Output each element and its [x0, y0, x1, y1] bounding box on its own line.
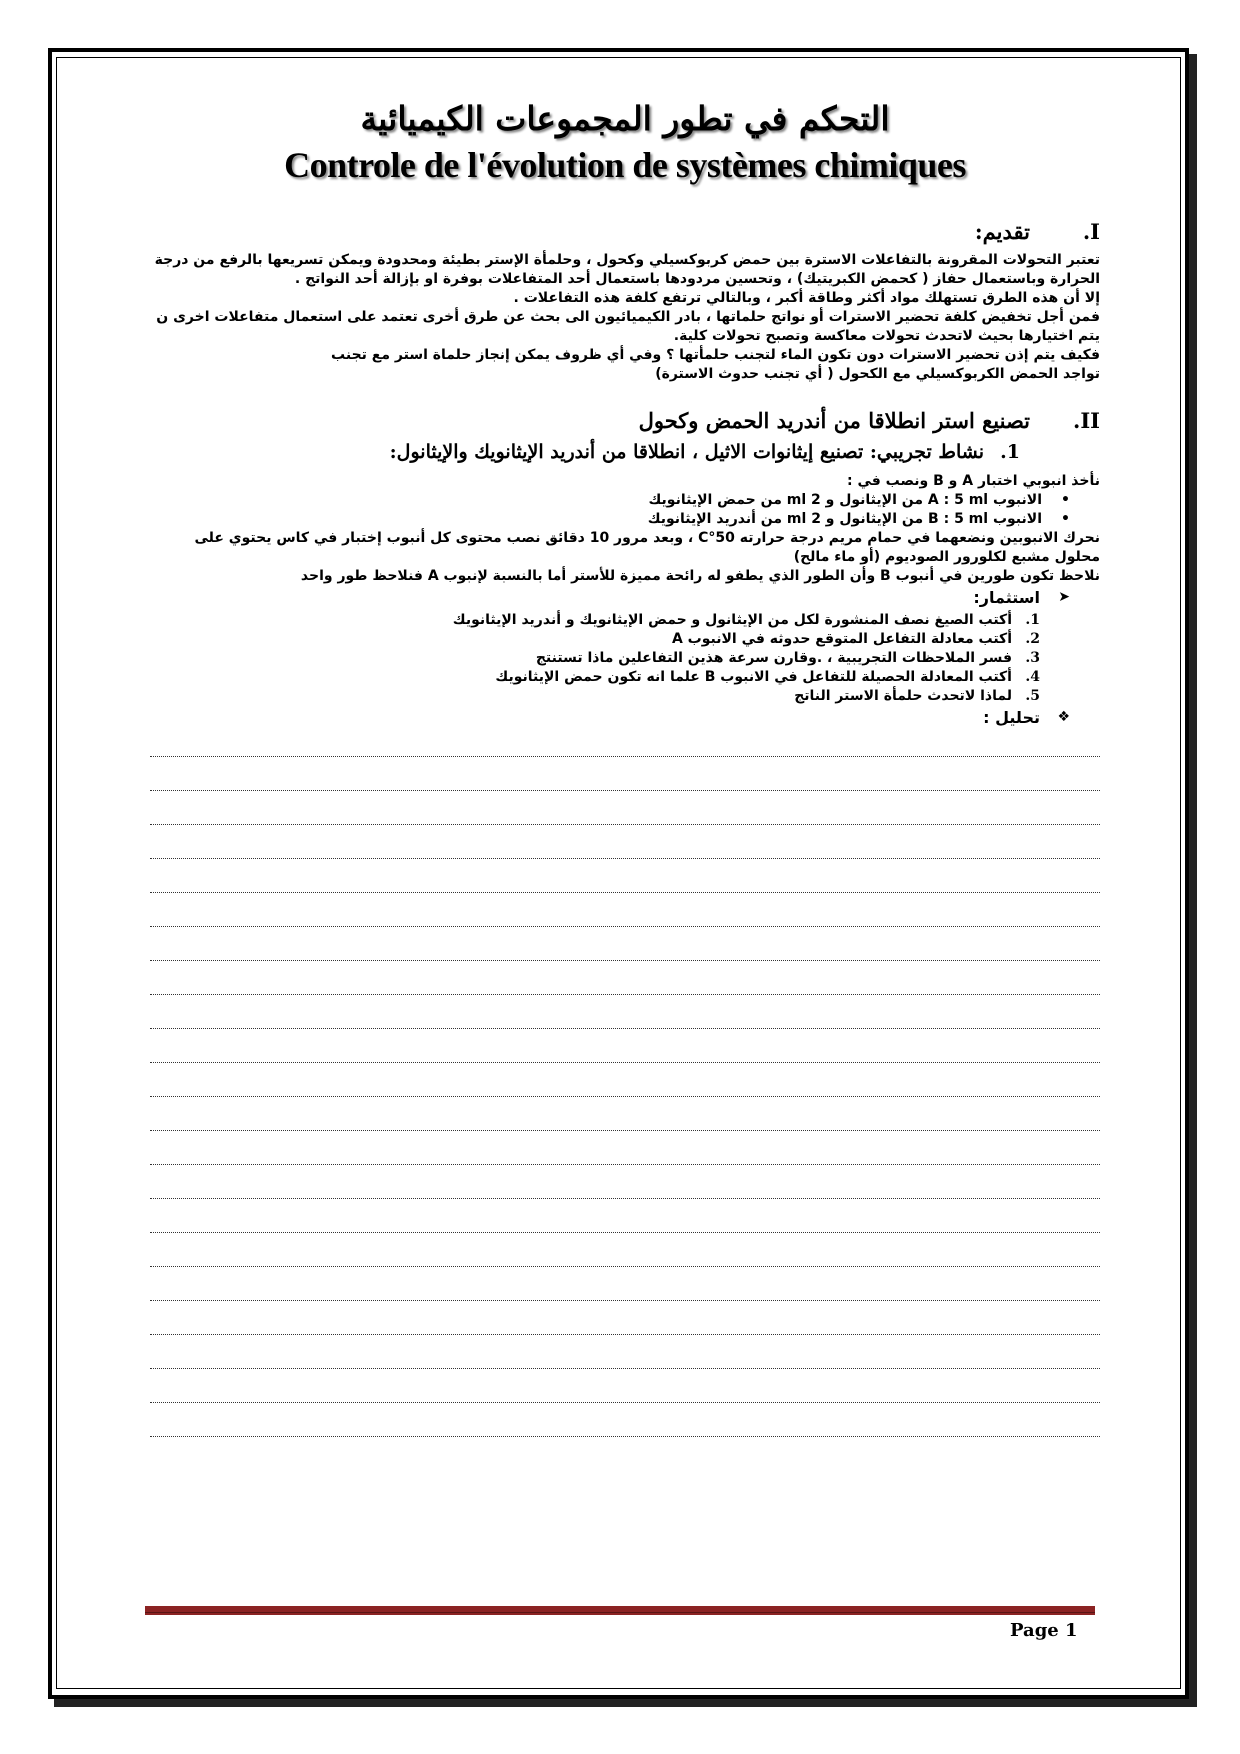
page-border-shadow-bottom: [54, 1699, 1197, 1707]
section-1-number: I.: [1082, 219, 1100, 244]
activity-body: [150, 472, 1100, 727]
paragraph: تعتبر التحولات المقرونة بالتفاعلات الاسترة بين حمض كربوكسيلي وكحول ، وحلمأة الإستر بطيئة ومحدودة ويمكن تسريعها بالرفع من درجة الحرارة وباستعمال حفاز ( كحمض الكبريتيك) ، وتحسين مردودها باستعمال أحد المتفاعلات بوفرة او بإزالة أحد النواتج .: [154, 252, 1100, 287]
document-content: [150, 95, 1100, 1437]
page-number: Page 1: [1010, 1620, 1078, 1641]
procedure-text: نحرك الانبوبين ونضعهما في حمام مريم درجة حرارته 50°C ، وبعد مرور 10 دقائق نصب محتوى كل أنبوب إختبار في كاس يحتوي على محلول مشبع لكلورور الصوديوم (أو ماء مالح): [194, 530, 1100, 565]
answer-line: [150, 723, 1100, 757]
answer-line: [150, 1131, 1100, 1165]
answer-line: [150, 859, 1100, 893]
section-1-heading: [150, 217, 1100, 247]
question-number: 1.: [1025, 612, 1040, 628]
question-text: أكتب الصيغ نصف المنشورة لكل من الإيثانول و حمض الإيثانويك و أندريد الإيثانويك: [452, 612, 1012, 628]
list-item: • الانبوب A : 5 ml من الإيثانول و 2 ml من حمض الإيثانويك: [150, 491, 1070, 510]
activity-title: نشاط تجريبي: تصنيع إيثانوات الاثيل ، انطلاقا من أندريد الإيثانويك والإيثانول:: [389, 441, 984, 463]
section-1-title: تقديم:: [974, 219, 1030, 244]
list-item: • الانبوب B : 5 ml من الإيثانول و 2 ml من أندريد الإيثانويك: [150, 510, 1070, 529]
answer-line: [150, 791, 1100, 825]
page-border-shadow-right: [1189, 54, 1197, 1705]
question-number: 2.: [1025, 631, 1040, 647]
answer-line: [150, 1199, 1100, 1233]
activity-heading: [150, 438, 1100, 466]
activity-intro: نأخذ انبوبي اختبار A و B ونصب في :: [846, 473, 1100, 489]
question-number: 3.: [1025, 650, 1040, 666]
exploitation-label: استثمار:: [973, 588, 1040, 607]
question-number: 4.: [1025, 669, 1040, 685]
answer-line: [150, 1097, 1100, 1131]
section-1-body: [145, 251, 1100, 384]
answer-line: [150, 893, 1100, 927]
answer-lines: [150, 723, 1100, 1437]
answer-line: [150, 961, 1100, 995]
analysis-label: تحليل :: [983, 708, 1040, 727]
question-item: [150, 668, 1100, 687]
question-item: [150, 649, 1100, 668]
footer-rule-thin: [145, 1613, 1095, 1615]
answer-line: [150, 1301, 1100, 1335]
answer-line: [150, 995, 1100, 1029]
observation-text: نلاحظ تكون طورين في أنبوب B وأن الطور الذي يطفو له رائحة مميزة للأستر أما بالنسبة لإنبوب A فنلاحظ طور واحد: [300, 568, 1100, 584]
footer-rule: [145, 1606, 1095, 1613]
question-list: [150, 611, 1100, 706]
answer-line: [150, 1233, 1100, 1267]
question-item: [150, 630, 1100, 649]
answer-line: [150, 1267, 1100, 1301]
section-2-number: II.: [1073, 408, 1100, 433]
answer-line: [150, 1403, 1100, 1437]
arrow-marker-icon: ➤: [1058, 589, 1070, 605]
question-item: [150, 687, 1100, 706]
answer-line: [150, 1165, 1100, 1199]
paragraph: إلا أن هذه الطرق تستهلك مواد أكثر وطاقة أكبر ، وبالتالي ترتفع كلفة هذه التفاعلات .: [513, 290, 1100, 306]
answer-line: [150, 1335, 1100, 1369]
exploitation-heading: [150, 588, 1100, 607]
tube-list: [150, 491, 1100, 529]
answer-line: [150, 1029, 1100, 1063]
answer-line: [150, 825, 1100, 859]
answer-line: [150, 1063, 1100, 1097]
answer-line: [150, 927, 1100, 961]
activity-number: 1.: [1000, 441, 1020, 463]
answer-line: [150, 1369, 1100, 1403]
title-french: Controle de l'évolution de systèmes chimiques: [284, 145, 966, 185]
paragraph: فكيف يتم إذن تحضير الاسترات دون تكون الماء لتجنب حلمأتها ؟ وفي أي ظروف يمكن إنجاز حلماة استر مع تجنب تواجد الحمض الكربوكسيلي مع الكحول ( أي تجنب حدوث الاسترة): [331, 347, 1100, 382]
question-text: أكتب معادلة التفاعل المتوقع حدوثه في الانبوب A: [671, 631, 1012, 647]
question-text: أكتب المعادلة الحصيلة للتفاعل في الانبوب B علما انه تكون حمض الإيثانويك: [495, 669, 1012, 685]
title-arabic: التحكم في تطور المجموعات الكيميائية: [360, 99, 890, 138]
section-2-heading: [150, 406, 1100, 436]
question-text: فسر الملاحظات التجريبية ، .وقارن سرعة هذين التفاعلين ماذا تستنتج: [535, 650, 1012, 666]
answer-line: [150, 757, 1100, 791]
question-number: 5.: [1025, 688, 1040, 704]
diamond-marker-icon: ❖: [1057, 709, 1070, 725]
paragraph: فمن أجل تخفيض كلفة تحضير الاسترات أو نواتج حلماتها ، بادر الكيميائيون الى بحث عن طرق أخرى تعتمد على استعمال متفاعلات اخرى ن يتم اختيارها بحيث لاتحدث تحولات معاكسة وتصبح تحولات كلية.: [156, 309, 1100, 344]
question-text: لماذا لاتحدث حلمأة الاستر الناتج: [794, 688, 1012, 704]
question-item: [150, 611, 1100, 630]
section-2-title: تصنيع استر انطلاقا من أندريد الحمض وكحول: [638, 408, 1030, 433]
